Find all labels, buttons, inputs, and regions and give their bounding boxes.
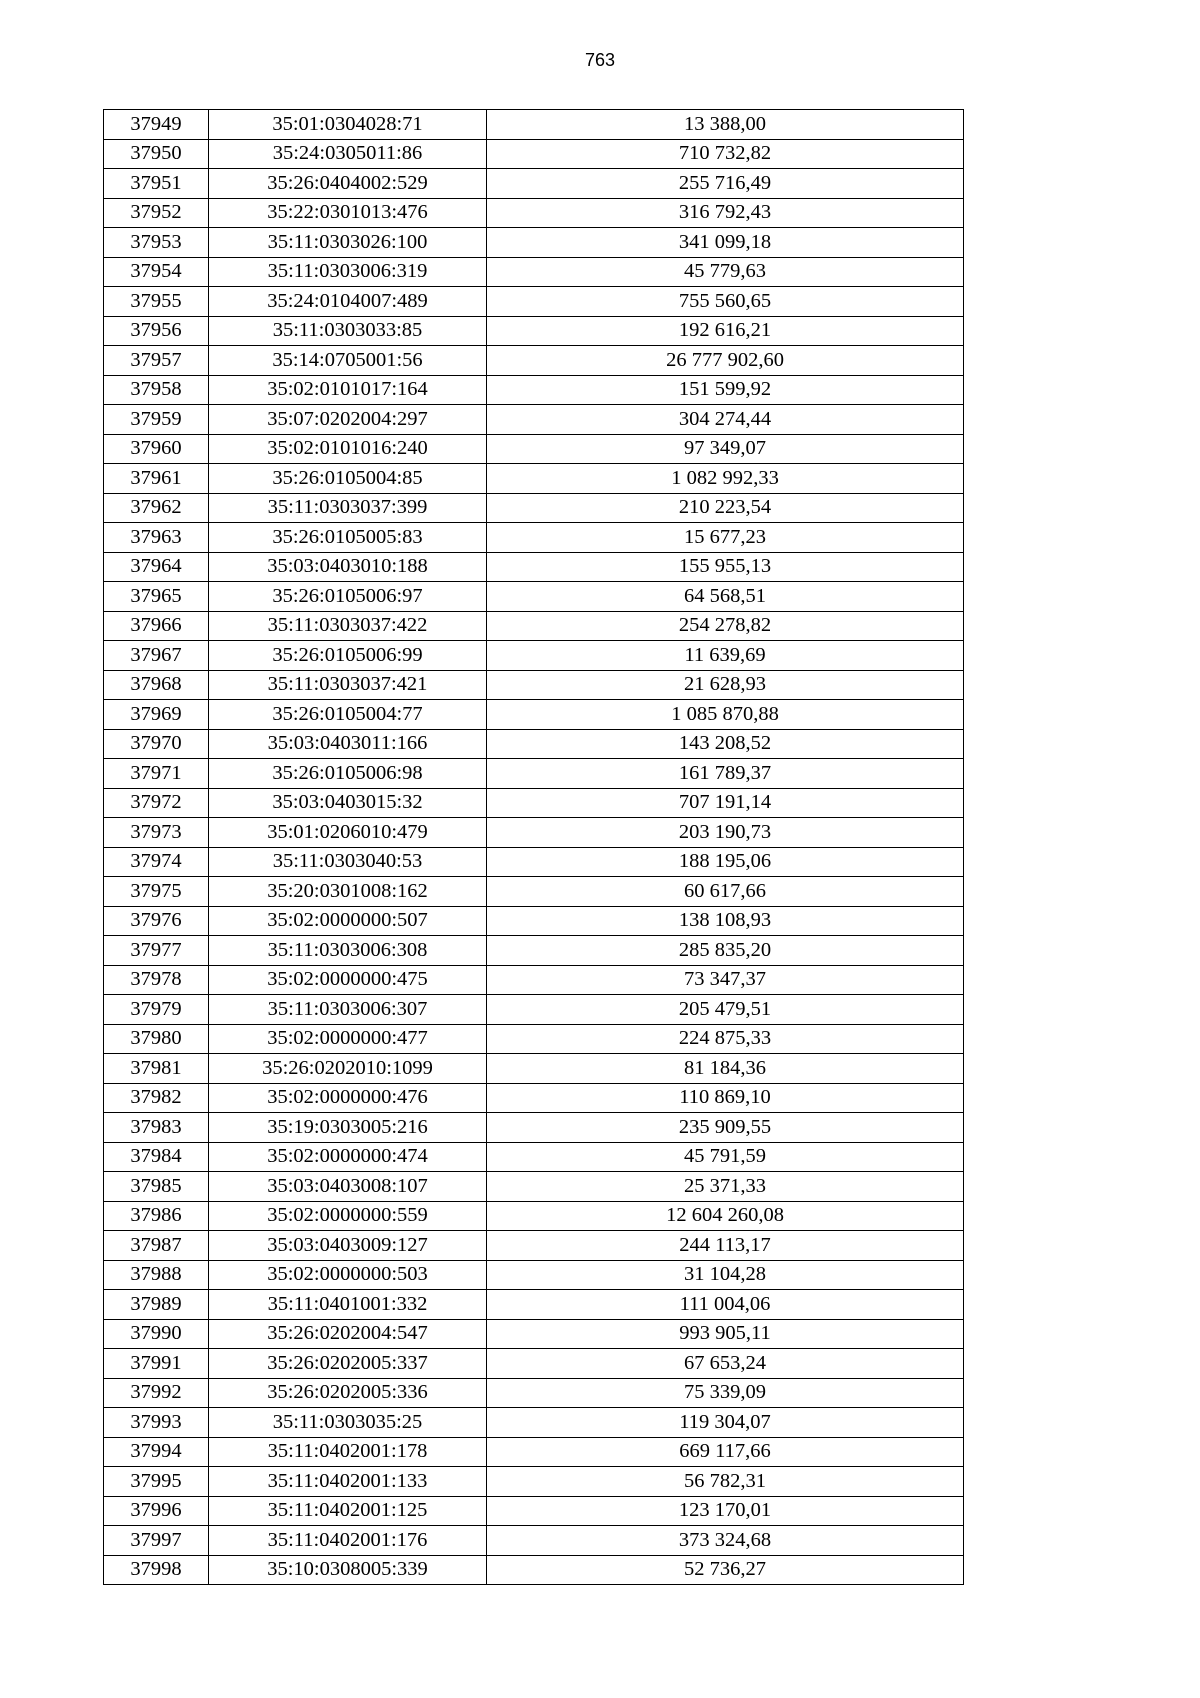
value-cell: 155 955,13 (487, 552, 964, 582)
table-row (104, 1113, 964, 1143)
value-cell: 67 653,24 (487, 1349, 964, 1379)
row-number-cell: 37963 (104, 523, 209, 553)
cadastral-number-cell: 35:11:0303026:100 (209, 228, 487, 258)
table-row (104, 759, 964, 789)
value-cell: 56 782,31 (487, 1467, 964, 1497)
value-cell: 210 223,54 (487, 493, 964, 523)
cadastral-number-cell: 35:26:0202010:1099 (209, 1054, 487, 1084)
table-row (104, 316, 964, 346)
row-number-cell: 37975 (104, 877, 209, 907)
table-row (104, 1349, 964, 1379)
value-cell: 316 792,43 (487, 198, 964, 228)
table-row (104, 287, 964, 317)
row-number-cell: 37978 (104, 965, 209, 995)
row-number-cell: 37998 (104, 1555, 209, 1585)
table-row (104, 818, 964, 848)
row-number-cell: 37955 (104, 287, 209, 317)
row-number-cell: 37956 (104, 316, 209, 346)
row-number-cell: 37985 (104, 1172, 209, 1202)
row-number-cell: 37962 (104, 493, 209, 523)
cadastral-number-cell: 35:11:0303006:319 (209, 257, 487, 287)
value-cell: 123 170,01 (487, 1496, 964, 1526)
cadastral-number-cell: 35:07:0202004:297 (209, 405, 487, 435)
value-cell: 138 108,93 (487, 906, 964, 936)
value-cell: 710 732,82 (487, 139, 964, 169)
table-row (104, 1172, 964, 1202)
cadastral-number-cell: 35:02:0000000:477 (209, 1024, 487, 1054)
table-row (104, 1054, 964, 1084)
table-row (104, 1260, 964, 1290)
cadastral-number-cell: 35:11:0303037:399 (209, 493, 487, 523)
table-row (104, 906, 964, 936)
cadastral-number-cell: 35:10:0308005:339 (209, 1555, 487, 1585)
cadastral-number-cell: 35:11:0401001:332 (209, 1290, 487, 1320)
cadastral-number-cell: 35:02:0000000:476 (209, 1083, 487, 1113)
table-row (104, 110, 964, 140)
row-number-cell: 37990 (104, 1319, 209, 1349)
row-number-cell: 37967 (104, 641, 209, 671)
value-cell: 373 324,68 (487, 1526, 964, 1556)
row-number-cell: 37964 (104, 552, 209, 582)
row-number-cell: 37957 (104, 346, 209, 376)
row-number-cell: 37954 (104, 257, 209, 287)
value-cell: 235 909,55 (487, 1113, 964, 1143)
cadastral-number-cell: 35:14:0705001:56 (209, 346, 487, 376)
cadastral-number-cell: 35:24:0104007:489 (209, 287, 487, 317)
table-row (104, 464, 964, 494)
cadastral-number-cell: 35:11:0303040:53 (209, 847, 487, 877)
cadastral-number-cell: 35:02:0101017:164 (209, 375, 487, 405)
row-number-cell: 37952 (104, 198, 209, 228)
row-number-cell: 37986 (104, 1201, 209, 1231)
table-row (104, 1142, 964, 1172)
row-number-cell: 37981 (104, 1054, 209, 1084)
row-number-cell: 37960 (104, 434, 209, 464)
value-cell: 143 208,52 (487, 729, 964, 759)
value-cell: 119 304,07 (487, 1408, 964, 1438)
table-row (104, 1231, 964, 1261)
row-number-cell: 37968 (104, 670, 209, 700)
value-cell: 755 560,65 (487, 287, 964, 317)
cadastral-number-cell: 35:26:0105005:83 (209, 523, 487, 553)
cadastral-number-cell: 35:26:0105006:97 (209, 582, 487, 612)
cadastral-number-cell: 35:11:0402001:133 (209, 1467, 487, 1497)
row-number-cell: 37989 (104, 1290, 209, 1320)
value-cell: 669 117,66 (487, 1437, 964, 1467)
row-number-cell: 37974 (104, 847, 209, 877)
registry-table-body (104, 110, 964, 1585)
value-cell: 31 104,28 (487, 1260, 964, 1290)
value-cell: 151 599,92 (487, 375, 964, 405)
cadastral-number-cell: 35:01:0304028:71 (209, 110, 487, 140)
cadastral-number-cell: 35:26:0105006:99 (209, 641, 487, 671)
table-row (104, 1024, 964, 1054)
value-cell: 993 905,11 (487, 1319, 964, 1349)
cadastral-number-cell: 35:03:0403009:127 (209, 1231, 487, 1261)
cadastral-number-cell: 35:02:0000000:475 (209, 965, 487, 995)
table-row (104, 729, 964, 759)
table-row (104, 1496, 964, 1526)
row-number-cell: 37965 (104, 582, 209, 612)
page-number: 763 (584, 50, 616, 70)
value-cell: 224 875,33 (487, 1024, 964, 1054)
cadastral-number-cell: 35:24:0305011:86 (209, 139, 487, 169)
value-cell: 13 388,00 (487, 110, 964, 140)
table-row (104, 1555, 964, 1585)
table-row (104, 847, 964, 877)
value-cell: 1 085 870,88 (487, 700, 964, 730)
cadastral-number-cell: 35:02:0000000:559 (209, 1201, 487, 1231)
row-number-cell: 37951 (104, 169, 209, 199)
value-cell: 73 347,37 (487, 965, 964, 995)
row-number-cell: 37997 (104, 1526, 209, 1556)
row-number-cell: 37988 (104, 1260, 209, 1290)
table-row (104, 877, 964, 907)
cadastral-number-cell: 35:11:0303037:421 (209, 670, 487, 700)
value-cell: 110 869,10 (487, 1083, 964, 1113)
row-number-cell: 37996 (104, 1496, 209, 1526)
cadastral-number-cell: 35:26:0105006:98 (209, 759, 487, 789)
value-cell: 45 779,63 (487, 257, 964, 287)
table-row (104, 523, 964, 553)
value-cell: 15 677,23 (487, 523, 964, 553)
table-row (104, 257, 964, 287)
row-number-cell: 37983 (104, 1113, 209, 1143)
table-row (104, 995, 964, 1025)
value-cell: 255 716,49 (487, 169, 964, 199)
value-cell: 75 339,09 (487, 1378, 964, 1408)
value-cell: 304 274,44 (487, 405, 964, 435)
value-cell: 97 349,07 (487, 434, 964, 464)
row-number-cell: 37977 (104, 936, 209, 966)
table-row (104, 965, 964, 995)
value-cell: 52 736,27 (487, 1555, 964, 1585)
cadastral-number-cell: 35:02:0101016:240 (209, 434, 487, 464)
table-row (104, 375, 964, 405)
cadastral-number-cell: 35:01:0206010:479 (209, 818, 487, 848)
cadastral-number-cell: 35:11:0303033:85 (209, 316, 487, 346)
table-row (104, 670, 964, 700)
value-cell: 254 278,82 (487, 611, 964, 641)
cadastral-number-cell: 35:11:0303037:422 (209, 611, 487, 641)
table-row (104, 1467, 964, 1497)
value-cell: 21 628,93 (487, 670, 964, 700)
row-number-cell: 37950 (104, 139, 209, 169)
table-row (104, 346, 964, 376)
value-cell: 205 479,51 (487, 995, 964, 1025)
cadastral-number-cell: 35:11:0402001:178 (209, 1437, 487, 1467)
row-number-cell: 37987 (104, 1231, 209, 1261)
cadastral-number-cell: 35:11:0303006:307 (209, 995, 487, 1025)
table-row (104, 1083, 964, 1113)
value-cell: 188 195,06 (487, 847, 964, 877)
cadastral-number-cell: 35:02:0000000:507 (209, 906, 487, 936)
value-cell: 203 190,73 (487, 818, 964, 848)
cadastral-number-cell: 35:02:0000000:474 (209, 1142, 487, 1172)
value-cell: 81 184,36 (487, 1054, 964, 1084)
value-cell: 244 113,17 (487, 1231, 964, 1261)
cadastral-number-cell: 35:03:0403011:166 (209, 729, 487, 759)
cadastral-number-cell: 35:26:0202004:547 (209, 1319, 487, 1349)
table-row (104, 139, 964, 169)
table-row (104, 611, 964, 641)
registry-table (103, 109, 964, 1585)
table-row (104, 936, 964, 966)
table-row (104, 1201, 964, 1231)
table-row (104, 700, 964, 730)
table-row (104, 1437, 964, 1467)
value-cell: 11 639,69 (487, 641, 964, 671)
table-row (104, 493, 964, 523)
cadastral-number-cell: 35:26:0404002:529 (209, 169, 487, 199)
cadastral-number-cell: 35:11:0303006:308 (209, 936, 487, 966)
cadastral-number-cell: 35:22:0301013:476 (209, 198, 487, 228)
table-row (104, 198, 964, 228)
row-number-cell: 37973 (104, 818, 209, 848)
row-number-cell: 37972 (104, 788, 209, 818)
row-number-cell: 37953 (104, 228, 209, 258)
cadastral-number-cell: 35:03:0403008:107 (209, 1172, 487, 1202)
table-row (104, 552, 964, 582)
row-number-cell: 37969 (104, 700, 209, 730)
table-row (104, 1319, 964, 1349)
row-number-cell: 37992 (104, 1378, 209, 1408)
table-row (104, 169, 964, 199)
row-number-cell: 37993 (104, 1408, 209, 1438)
table-row (104, 788, 964, 818)
cadastral-number-cell: 35:11:0303035:25 (209, 1408, 487, 1438)
row-number-cell: 37991 (104, 1349, 209, 1379)
row-number-cell: 37966 (104, 611, 209, 641)
row-number-cell: 37959 (104, 405, 209, 435)
table-row (104, 1526, 964, 1556)
row-number-cell: 37958 (104, 375, 209, 405)
value-cell: 192 616,21 (487, 316, 964, 346)
row-number-cell: 37995 (104, 1467, 209, 1497)
value-cell: 1 082 992,33 (487, 464, 964, 494)
value-cell: 64 568,51 (487, 582, 964, 612)
row-number-cell: 37949 (104, 110, 209, 140)
table-row (104, 434, 964, 464)
value-cell: 341 099,18 (487, 228, 964, 258)
table-row (104, 228, 964, 258)
table-row (104, 405, 964, 435)
table-row (104, 641, 964, 671)
row-number-cell: 37980 (104, 1024, 209, 1054)
cadastral-number-cell: 35:26:0105004:77 (209, 700, 487, 730)
cadastral-number-cell: 35:03:0403015:32 (209, 788, 487, 818)
cadastral-number-cell: 35:11:0402001:125 (209, 1496, 487, 1526)
cadastral-number-cell: 35:19:0303005:216 (209, 1113, 487, 1143)
cadastral-number-cell: 35:03:0403010:188 (209, 552, 487, 582)
cadastral-number-cell: 35:11:0402001:176 (209, 1526, 487, 1556)
table-row (104, 1290, 964, 1320)
row-number-cell: 37979 (104, 995, 209, 1025)
cadastral-number-cell: 35:26:0202005:336 (209, 1378, 487, 1408)
cadastral-number-cell: 35:26:0202005:337 (209, 1349, 487, 1379)
value-cell: 26 777 902,60 (487, 346, 964, 376)
table-row (104, 582, 964, 612)
value-cell: 161 789,37 (487, 759, 964, 789)
row-number-cell: 37970 (104, 729, 209, 759)
cadastral-number-cell: 35:02:0000000:503 (209, 1260, 487, 1290)
cadastral-number-cell: 35:20:0301008:162 (209, 877, 487, 907)
row-number-cell: 37976 (104, 906, 209, 936)
table-row (104, 1378, 964, 1408)
value-cell: 707 191,14 (487, 788, 964, 818)
value-cell: 60 617,66 (487, 877, 964, 907)
row-number-cell: 37994 (104, 1437, 209, 1467)
value-cell: 45 791,59 (487, 1142, 964, 1172)
row-number-cell: 37984 (104, 1142, 209, 1172)
row-number-cell: 37982 (104, 1083, 209, 1113)
row-number-cell: 37961 (104, 464, 209, 494)
value-cell: 25 371,33 (487, 1172, 964, 1202)
row-number-cell: 37971 (104, 759, 209, 789)
cadastral-number-cell: 35:26:0105004:85 (209, 464, 487, 494)
value-cell: 285 835,20 (487, 936, 964, 966)
value-cell: 12 604 260,08 (487, 1201, 964, 1231)
value-cell: 111 004,06 (487, 1290, 964, 1320)
table-row (104, 1408, 964, 1438)
